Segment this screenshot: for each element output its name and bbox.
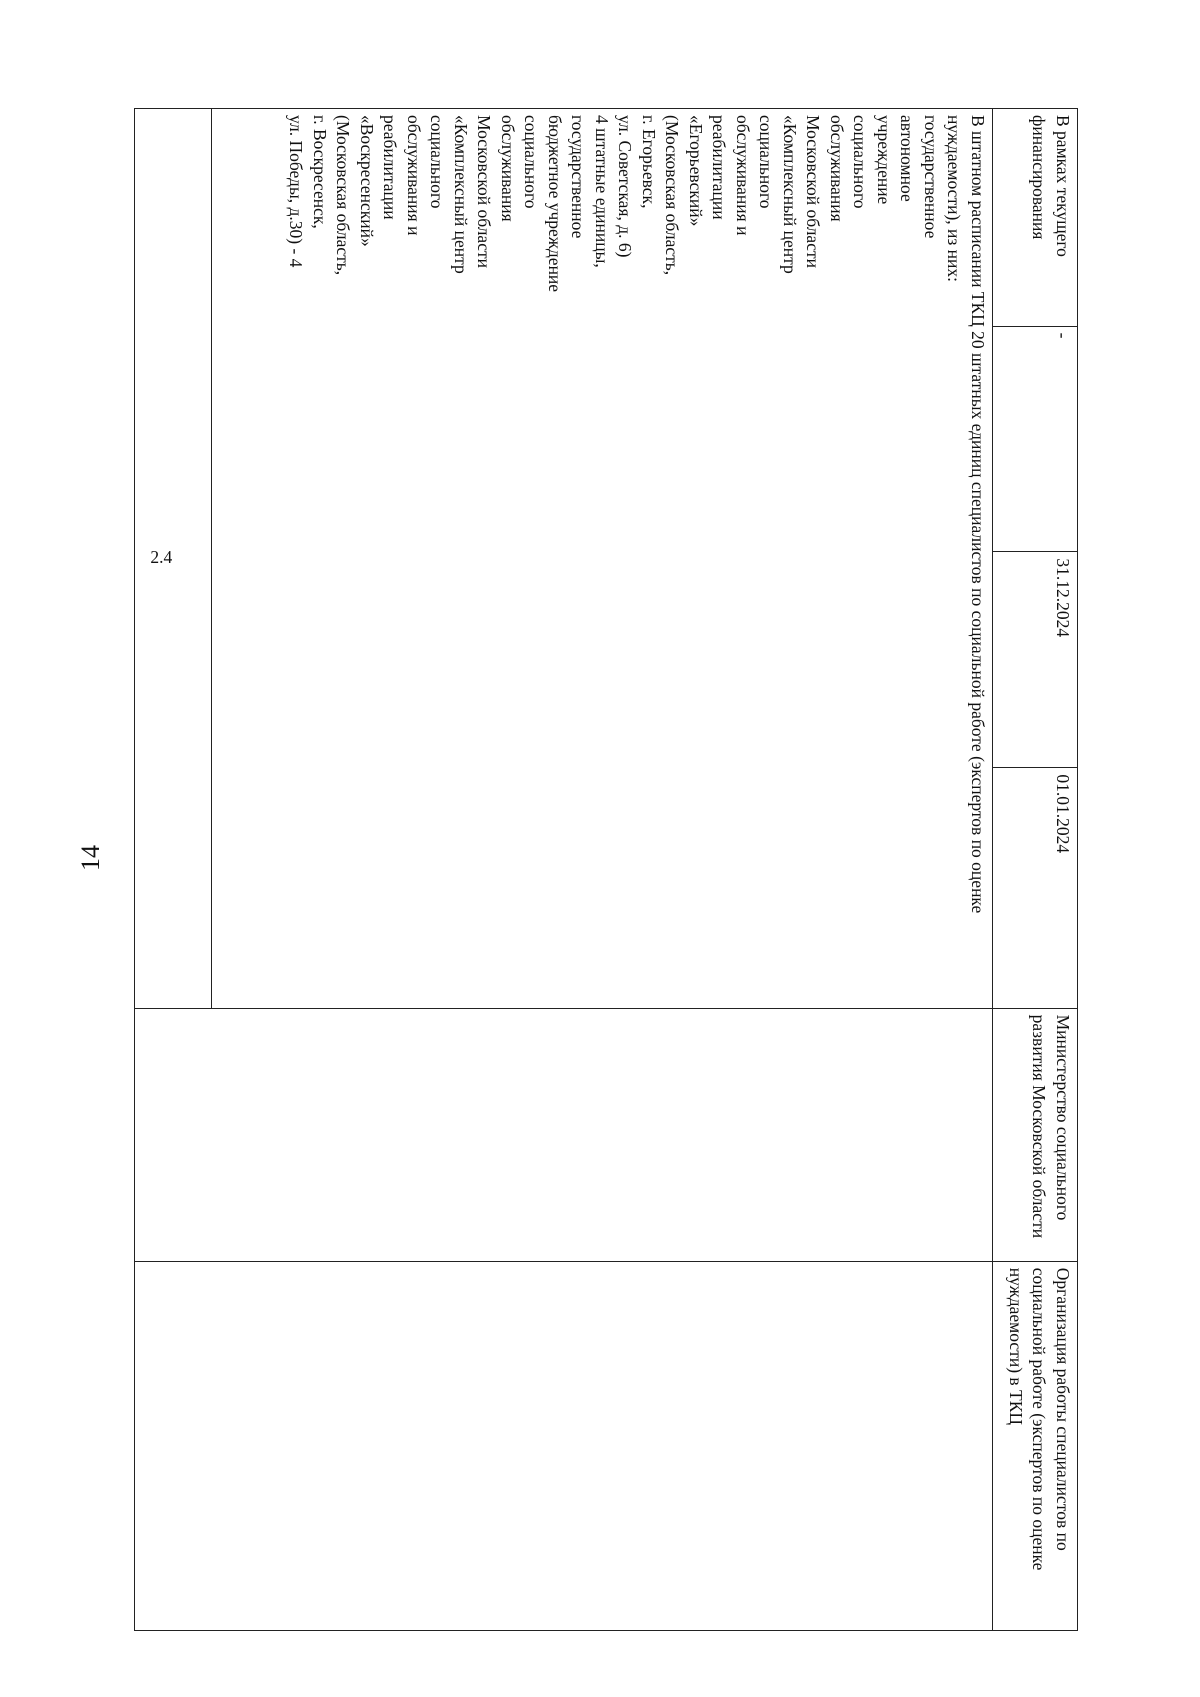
budget-cell: - bbox=[993, 326, 1078, 552]
start-date-cell: 01.01.2024 bbox=[993, 768, 1078, 1008]
result-cell: В штатном расписании ТКЦ 20 штатных единиц специалистов по социальной работе (экспертов по оценке нуждаемости), из них: государственное автономное учреждение социального обслуживания Московской области «Комплексный центр социального обслуживания и реабилитации «Егорьевский» (Московская область, г. Егорьевск, ул. Советская, д. 6) 4 штатные единицы, государственное бюджетное учреждение социального обслуживания Московской области «Комплексный центр социального обслуживания и реабилитации «Воскресенский» (Московская область, г. Воскресенск, ул. Победы, д.30) - 4 bbox=[212, 109, 993, 1009]
empty-cell bbox=[135, 1261, 993, 1630]
page-number: 14 bbox=[76, 845, 105, 871]
plan-table bbox=[134, 108, 1078, 1631]
row-number-cell bbox=[135, 109, 212, 1009]
empty-cell bbox=[135, 1008, 993, 1261]
task-name-cell: Организация работы специалистов по социальной работе (экспертов по оценке нуждаемости) в ТКЦ bbox=[993, 1261, 1078, 1630]
table-row bbox=[212, 109, 993, 1631]
table-row bbox=[993, 109, 1078, 1631]
end-date-cell: 31.12.2024 bbox=[993, 552, 1078, 768]
funding-cell: В рамках текущего финансирования bbox=[993, 109, 1078, 327]
responsible-cell: Министерство социального развития Московской области bbox=[993, 1008, 1078, 1261]
row-number: 2.4 bbox=[150, 547, 173, 568]
